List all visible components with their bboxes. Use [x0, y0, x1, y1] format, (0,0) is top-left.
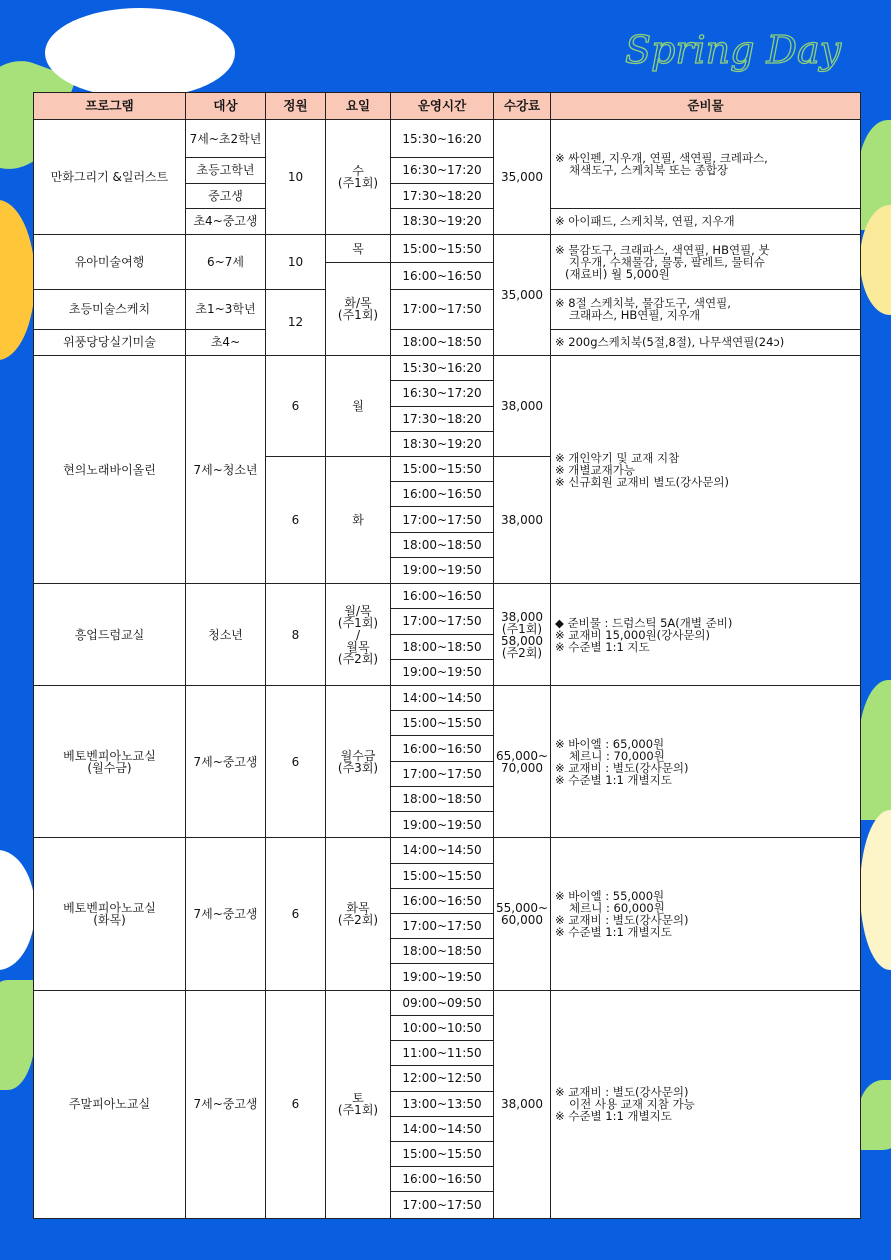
time-cell: 16:00~16:50 — [391, 736, 494, 761]
time-cell: 16:00~16:50 — [391, 263, 494, 289]
leaf-decoration — [858, 1080, 891, 1150]
fee-cell: 38,000 — [494, 990, 551, 1218]
target-cell: 7세~중고생 — [186, 685, 266, 837]
time-cell: 19:00~19:50 — [391, 557, 494, 583]
header-time: 운영시간 — [391, 93, 494, 120]
day-cell: 화목 (주2회) — [326, 838, 391, 990]
program-name: 베토벤피아노교실 (월수금) — [34, 685, 186, 837]
materials-note: ◆ 준비물 : 드럼스틱 5A(개별 준비) ※ 교재비 15,000원(강사문의) ※ 수준별 1:1 지도 — [551, 584, 861, 686]
white-flower-decoration — [45, 8, 235, 98]
fee-cell: 38,000 — [494, 356, 551, 457]
fee-cell: 35,000 — [494, 235, 551, 356]
target-cell: 7세~청소년 — [186, 356, 266, 584]
fee-cell: 55,000~ 60,000 — [494, 838, 551, 990]
program-name: 주말피아노교실 — [34, 990, 186, 1218]
program-name: 유아미술여행 — [34, 235, 186, 289]
target-cell: 7세~초2학년 — [186, 120, 266, 158]
time-cell: 13:00~13:50 — [391, 1091, 494, 1116]
fee-cell: 38,000 (주1회) 58,000 (주2회) — [494, 584, 551, 686]
time-cell: 15:30~16:20 — [391, 356, 494, 381]
program-name: 만화그리기 &일러스트 — [34, 120, 186, 235]
spring-day-script-title — [620, 8, 870, 88]
time-cell: 12:00~12:50 — [391, 1066, 494, 1091]
table-row — [34, 990, 861, 1015]
fee-cell: 38,000 — [494, 456, 551, 583]
time-cell: 15:00~15:50 — [391, 456, 494, 481]
materials-note: ※ 바이엘 : 55,000원 체르니 : 60,000원 ※ 교재비 : 별도(강사문의) ※ 수준별 1:1 개별지도 — [551, 838, 861, 990]
time-cell: 16:00~16:50 — [391, 584, 494, 609]
table-row — [34, 329, 861, 355]
header-target: 대상 — [186, 93, 266, 120]
capacity-cell: 12 — [266, 289, 326, 356]
time-cell: 14:00~14:50 — [391, 838, 494, 863]
header-materials: 준비물 — [551, 93, 861, 120]
program-schedule-table — [33, 92, 861, 1219]
white-flower-decoration — [0, 850, 35, 970]
target-cell: 청소년 — [186, 584, 266, 686]
program-name: 위풍당당실기미술 — [34, 329, 186, 355]
time-cell: 18:00~18:50 — [391, 329, 494, 355]
time-cell: 16:00~16:50 — [391, 482, 494, 507]
time-cell: 19:00~19:50 — [391, 659, 494, 685]
time-cell: 18:00~18:50 — [391, 532, 494, 557]
program-name: 흥업드럼교실 — [34, 584, 186, 686]
capacity-cell: 6 — [266, 356, 326, 457]
capacity-cell: 8 — [266, 584, 326, 686]
program-name: 초등미술스케치 — [34, 289, 186, 329]
materials-note: ※ 200g스케치북(5절,8절), 나무색연필(24ɔ) — [551, 329, 861, 355]
table-row — [34, 584, 861, 609]
time-cell: 17:30~18:20 — [391, 183, 494, 208]
materials-note: ※ 물감도구, 크래파스, 색연필, HB연필, 붓 지우개, 수채물감, 물통, 팔레트, 물티슈 (재료비) 월 5,000원 — [551, 235, 861, 289]
header-program: 프로그램 — [34, 93, 186, 120]
time-cell: 17:00~17:50 — [391, 609, 494, 634]
program-name: 현의노래바이올린 — [34, 356, 186, 584]
target-cell: 초4~중고생 — [186, 208, 266, 234]
materials-note: ※ 바이엘 : 65,000원 체르니 : 70,000원 ※ 교재비 : 별도(강사문의) ※ 수준별 1:1 개별지도 — [551, 685, 861, 837]
materials-note: ※ 개인악기 및 교재 지참 ※ 개별교재가능 ※ 신규회원 교재비 별도(강사문의) — [551, 356, 861, 584]
time-cell: 16:00~16:50 — [391, 1167, 494, 1192]
time-cell: 09:00~09:50 — [391, 990, 494, 1015]
time-cell: 17:00~17:50 — [391, 761, 494, 786]
table-row — [34, 235, 861, 263]
materials-note: ※ 싸인펜, 지우개, 연필, 색연필, 크레파스, 채색도구, 스케치북 또는 종합장 — [551, 120, 861, 209]
header-fee: 수강료 — [494, 93, 551, 120]
day-cell: 목 — [326, 235, 391, 263]
time-cell: 18:00~18:50 — [391, 786, 494, 811]
time-cell: 15:00~15:50 — [391, 235, 494, 263]
time-cell: 16:30~17:20 — [391, 381, 494, 406]
fee-cell: 65,000~ 70,000 — [494, 685, 551, 837]
day-cell: 화/목 (주1회) — [326, 263, 391, 356]
day-cell: 토 (주1회) — [326, 990, 391, 1218]
header-capacity: 정원 — [266, 93, 326, 120]
target-cell: 7세~중고생 — [186, 838, 266, 990]
materials-note: ※ 8절 스케치북, 물감도구, 색연필, 크래파스, HB연필, 지우개 — [551, 289, 861, 329]
time-cell: 17:00~17:50 — [391, 289, 494, 329]
leaf-decoration — [0, 980, 35, 1090]
time-cell: 17:00~17:50 — [391, 1192, 494, 1219]
day-cell: 수 (주1회) — [326, 120, 391, 235]
target-cell: 7세~중고생 — [186, 990, 266, 1218]
yellow-flower-decoration — [0, 200, 35, 360]
table-row — [34, 120, 861, 158]
target-cell: 초4~ — [186, 329, 266, 355]
table-row — [34, 685, 861, 710]
time-cell: 16:30~17:20 — [391, 158, 494, 183]
capacity-cell: 10 — [266, 120, 326, 235]
program-name: 베토벤피아노교실 (화목) — [34, 838, 186, 990]
time-cell: 10:00~10:50 — [391, 1015, 494, 1040]
table-row — [34, 838, 861, 863]
table-row — [34, 356, 861, 381]
capacity-cell: 6 — [266, 685, 326, 837]
time-cell: 14:00~14:50 — [391, 1116, 494, 1141]
time-cell: 14:00~14:50 — [391, 685, 494, 710]
time-cell: 18:30~19:20 — [391, 431, 494, 456]
time-cell: 18:30~19:20 — [391, 208, 494, 234]
target-cell: 중고생 — [186, 183, 266, 208]
time-cell: 19:00~19:50 — [391, 964, 494, 990]
day-cell: 월수금 (주3회) — [326, 685, 391, 837]
svg-text:Spring Day: Spring Day — [625, 28, 842, 72]
target-cell: 초등고학년 — [186, 158, 266, 183]
leaf-decoration — [858, 680, 891, 820]
capacity-cell: 6 — [266, 838, 326, 990]
table-header-row — [34, 93, 861, 120]
day-cell: 월/목 (주1회) / 월목 (주2회) — [326, 584, 391, 686]
materials-note: ※ 아이패드, 스케치북, 연필, 지우개 — [551, 208, 861, 234]
time-cell: 15:30~16:20 — [391, 120, 494, 158]
day-cell: 월 — [326, 356, 391, 457]
time-cell: 15:00~15:50 — [391, 1141, 494, 1166]
table-row — [34, 289, 861, 329]
target-cell: 초1~3학년 — [186, 289, 266, 329]
day-cell: 화 — [326, 456, 391, 583]
time-cell: 15:00~15:50 — [391, 863, 494, 888]
white-flower-decoration — [860, 810, 891, 970]
time-cell: 18:00~18:50 — [391, 634, 494, 659]
time-cell: 11:00~11:50 — [391, 1041, 494, 1066]
materials-note: ※ 교재비 : 별도(강사문의) 이전 사용 교재 지참 가능 ※ 수준별 1:1 개별지도 — [551, 990, 861, 1218]
time-cell: 17:00~17:50 — [391, 507, 494, 532]
header-day: 요일 — [326, 93, 391, 120]
time-cell: 17:00~17:50 — [391, 913, 494, 938]
capacity-cell: 6 — [266, 456, 326, 583]
target-cell: 6~7세 — [186, 235, 266, 289]
time-cell: 16:00~16:50 — [391, 888, 494, 913]
time-cell: 18:00~18:50 — [391, 939, 494, 964]
time-cell: 15:00~15:50 — [391, 711, 494, 736]
capacity-cell: 6 — [266, 990, 326, 1218]
fee-cell: 35,000 — [494, 120, 551, 235]
time-cell: 19:00~19:50 — [391, 812, 494, 838]
capacity-cell: 10 — [266, 235, 326, 289]
time-cell: 17:30~18:20 — [391, 406, 494, 431]
